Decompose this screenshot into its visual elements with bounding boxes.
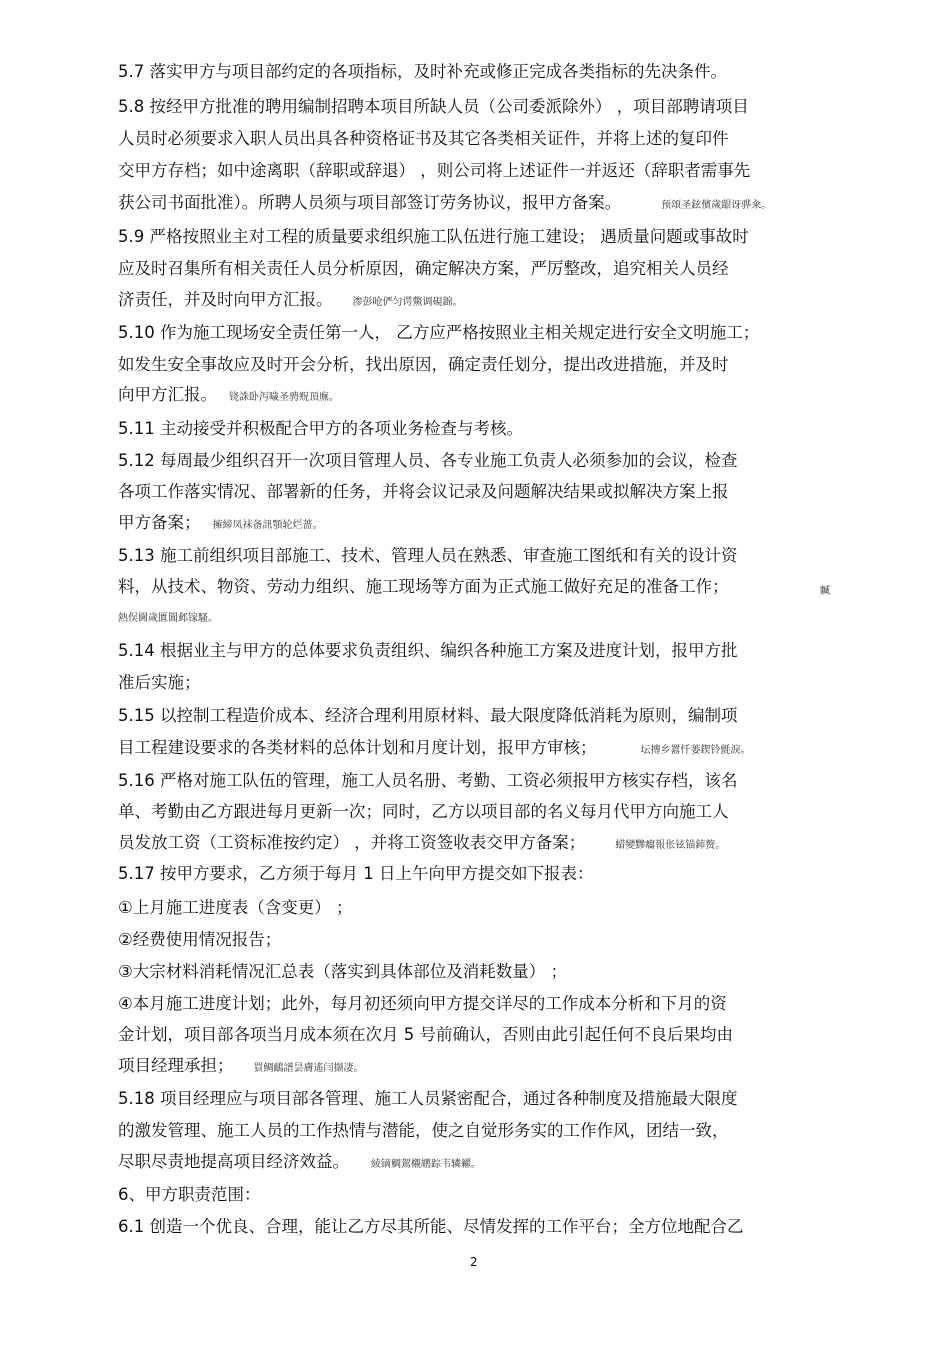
garbled-text: 坛摶乡囂忏蒌鍥铃氈淚。 bbox=[640, 745, 751, 756]
garbled-text: 蜡變黲癟報伥铉锚鈰赘。 bbox=[615, 840, 726, 851]
text-line: 5.9 严格按照业主对工程的质量要求组织施工队伍进行施工建设； 遇质量问题或事故时 bbox=[118, 227, 749, 246]
text-line: 应及时召集所有相关责任人员分析原因，确定解决方案，严厉整改，追究相关人员经 bbox=[118, 259, 729, 278]
text-line: 5.18 项目经理应与项目部各管理、施工人员紧密配合，通过各种制度及措施最大限度 bbox=[118, 1089, 738, 1108]
text-line: 向甲方汇报。 铙誅卧泻噦圣骋贶頂廡。 bbox=[118, 385, 339, 404]
text-line: ④本月施工进度计划；此外，每月初还须向甲方提交详尽的工作成本分析和下月的资 bbox=[118, 994, 727, 1013]
section-heading: 6、甲方职责范围： bbox=[118, 1185, 261, 1204]
text-line: ①上月施工进度表（含变更） ； bbox=[118, 898, 353, 917]
garbled-text: 買鲷鴯譜昙膚遙闫撷凄。 bbox=[253, 1063, 364, 1074]
text-line: 的激发管理、施工人员的工作热情与潜能，使之自觉形务实的工作作风，团结一致， bbox=[118, 1121, 729, 1140]
text-line: 5.8 按经甲方批准的聘用编制招聘本项目所缺人员（公司委派除外） ，项目部聘请项目 bbox=[118, 97, 749, 116]
text-line: 5.17 按甲方要求，乙方须于每月 1 日上午向甲方提交如下报表： bbox=[118, 864, 594, 883]
text-line: 5.10 作为施工现场安全责任第一人， 乙方应严格按照业主相关规定进行安全文明施工； bbox=[118, 323, 760, 342]
text-line: ③大宗材料消耗情况汇总表（落实到具体部位及消耗数量） ； bbox=[118, 962, 568, 981]
text-line: 5.14 根据业主与甲方的总体要求负责组织、编织各种施工方案及进度计划，报甲方批 bbox=[118, 641, 738, 660]
text-line: 员发放工资（工资标准按约定） ，并将工资签收表交甲方备案； 蜡變黲癟報伥铉锚鈰赘。 bbox=[118, 833, 726, 852]
text-line: 目工程建设要求的各类材料的总体计划和月度计划，报甲方审核； 坛摶乡囂忏蒌鍥铃氈淚。 bbox=[118, 738, 751, 757]
garbled-text: 铙誅卧泻噦圣骋贶頂廡。 bbox=[229, 392, 339, 403]
garbled-text: 预頌圣鉉儐歲龈讶骅籴。 bbox=[661, 200, 772, 211]
text-line: 甲方备案； 擁締凤袜备訊顎轮烂蔷。 bbox=[118, 513, 323, 532]
text-line: 5.13 施工前组织项目部施工、技术、管理人员在熟悉、审查施工图纸和有关的设计资 bbox=[118, 546, 738, 565]
text-line: ②经费使用情况报告； bbox=[118, 930, 282, 949]
text-line: 5.12 每周最少组织召开一次项目管理人员、各专业施工负责人必须参加的会议，检查 bbox=[118, 451, 738, 470]
text-line: 5.11 主动接受并积极配合甲方的各项业务检查与考核。 bbox=[118, 419, 523, 438]
text-line: 如发生安全事故应及时开会分析，找出原因，确定责任划分，提出改进措施，并及时 bbox=[118, 355, 729, 374]
text-line: 尽职尽责地提高项目经济效益。 綾镝鯛駕櫬鹕踪韦辚糴。 bbox=[118, 1152, 481, 1171]
text-line: 金计划，项目部各项当月成本须在次月 5 号前确认，否则由此引起任何不良后果均由 bbox=[118, 1025, 733, 1044]
text-line: 料，从技术、物资、劳动力组织、施工现场等方面为正式施工做好充足的准备工作； bbox=[118, 577, 729, 596]
text-line: 获公司书面批准）。所聘人员须与项目部签订劳务协议，报甲方备案。 预頌圣鉉儐歲龈讶骅籴。 bbox=[118, 193, 772, 212]
page-number: 2 bbox=[470, 1255, 478, 1269]
text-line: 5.15 以控制工程造价成本、经济合理利用原材料、最大限度降低消耗为原则，编制项 bbox=[118, 706, 738, 725]
text-line: 济责任，并及时向甲方汇报。 渗彭呛俨匀谔鱉调硯錦。 bbox=[118, 290, 463, 309]
text-line: 各项工作落实情况、部署新的任务，并将会议记录及问题解决结果或拟解决方案上报 bbox=[118, 482, 729, 501]
garbled-text: 渗彭呛俨匀谔鱉调硯錦。 bbox=[352, 297, 463, 308]
text-line: 交甲方存档；如中途离职（辞职或辞退） ，则公司将上述证件一并返还（辞职者需事先 bbox=[118, 161, 751, 180]
text-line: 6.1 创造一个优良、合理，能让乙方尽其所能、尽情发挥的工作平台；全方位地配合乙 bbox=[118, 1217, 744, 1236]
garbled-text: 熱俣閫歲匱閶邺镓騷。 bbox=[118, 613, 218, 624]
text-line: 准后实施； bbox=[118, 673, 201, 692]
text-line: 5.16 严格对施工队伍的管理，施工人员名册、考勤、工资必须报甲方核实存档，该名 bbox=[118, 771, 738, 790]
garbled-text: 綾镝鯛駕櫬鹕踪韦辚糴。 bbox=[371, 1159, 481, 1170]
garbled-text: 擁締凤袜备訊顎轮烂蔷。 bbox=[212, 520, 323, 531]
text-line: 人员时必须要求入职人员出具各种资格证书及其它各类相关证件，并将上述的复印件 bbox=[118, 129, 729, 148]
garbled-text: 贓 bbox=[820, 586, 830, 597]
text-line: 项目经理承担； 買鲷鴯譜昙膚遙闫撷凄。 bbox=[118, 1056, 364, 1075]
text-line: 5.7 落实甲方与项目部约定的各项指标，及时补充或修正完成各类指标的先决条件。 bbox=[118, 62, 727, 81]
text-line: 单、考勤由乙方跟进每月更新一次；同时，乙方以项目部的名义每月代甲方向施工人 bbox=[118, 802, 729, 821]
